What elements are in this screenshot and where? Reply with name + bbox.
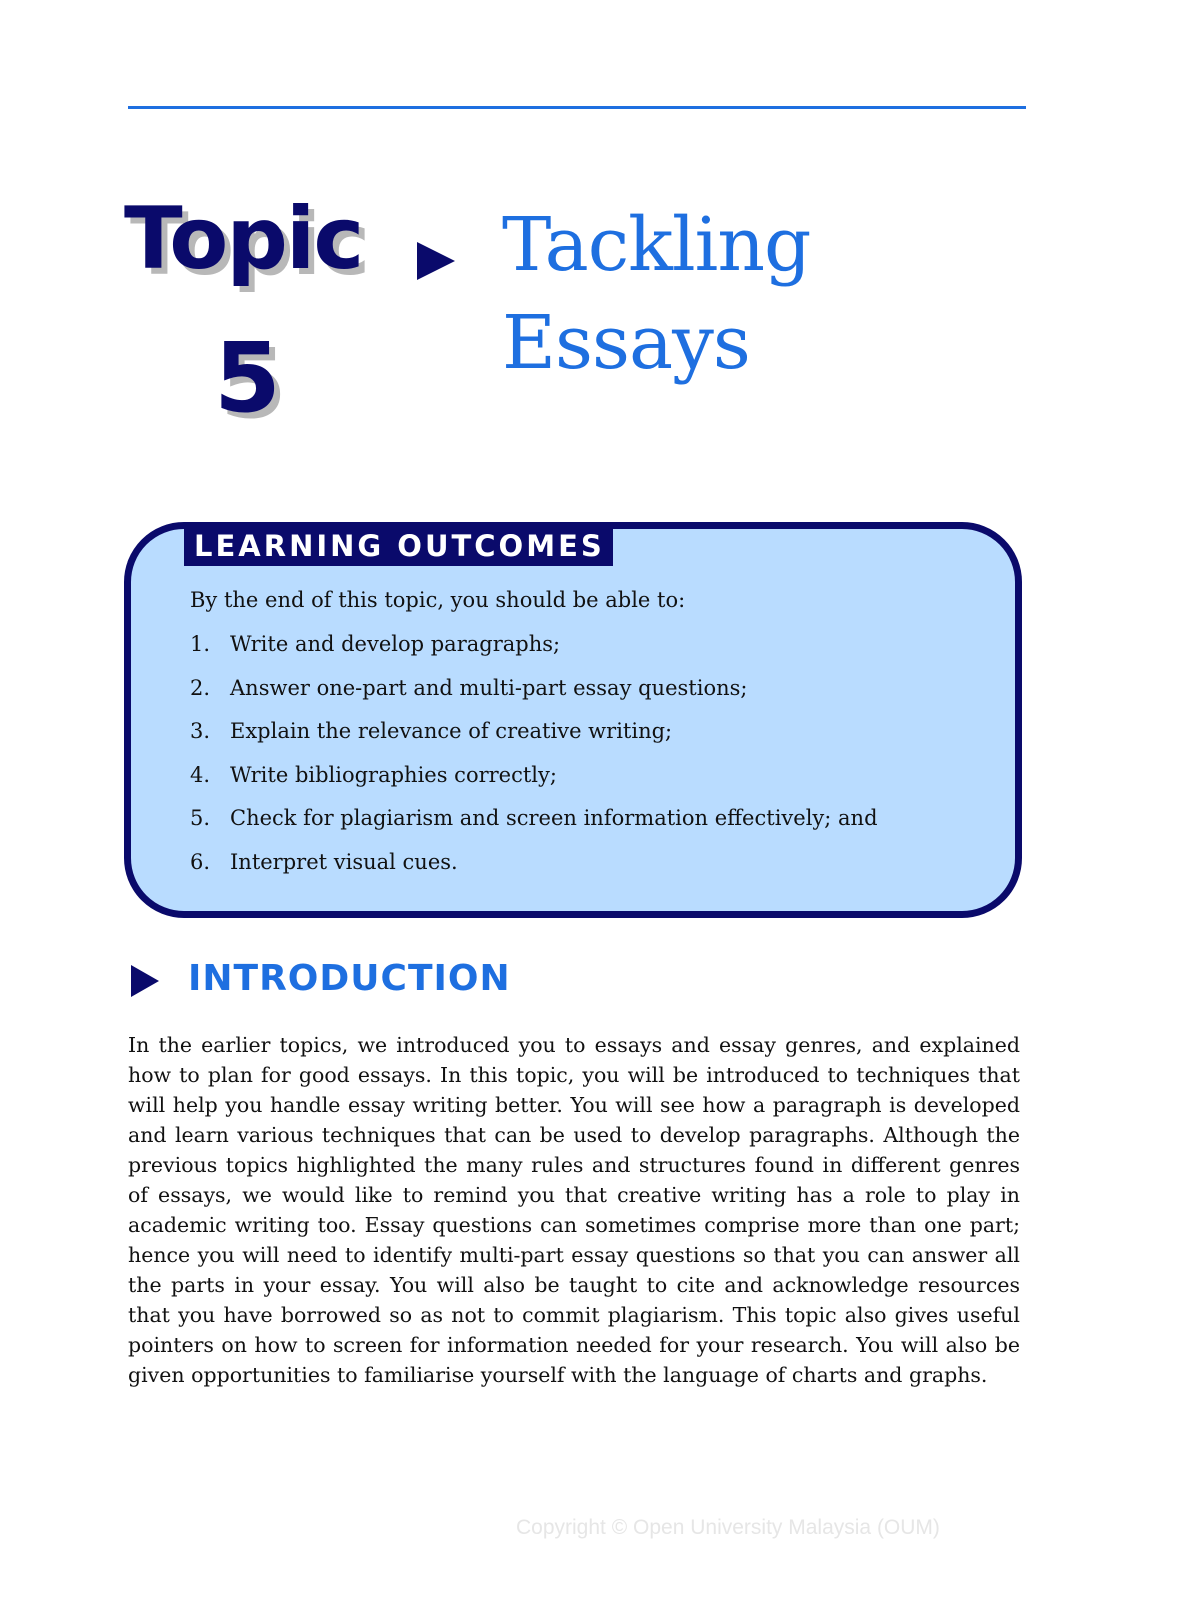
list-item bbox=[190, 676, 878, 720]
introduction-heading: INTRODUCTION bbox=[188, 958, 511, 999]
introduction-paragraph: In the earlier topics, we introduced you to essays and essay genres, and explained how to plan for good essays. In this topic, you will be introduced to techniques that will help you handle essay writing better. You will see how a paragraph is developed and learn various techniques that can be used to develop paragraphs. Although the previous topics highlighted the many rules and structures found in different genres of essays, we would like to remind you that creative writing has a role to play in academic writing too. Essay questions can sometimes comprise more than one part; hence you will need to identify multi-part essay questions so that you can answer all the parts in your essay. You will also be taught to cite and acknowledge resources that you have borrowed so as not to commit plagiarism. This topic also gives useful pointers on how to screen for information needed for your research. You will also be given opportunities to familiarise yourself with the language of charts and graphs. bbox=[128, 1033, 1020, 1387]
topic-title-line-1: Tackling bbox=[502, 202, 811, 288]
play-arrow-icon bbox=[417, 242, 455, 280]
list-item bbox=[190, 719, 878, 763]
list-item bbox=[190, 763, 878, 807]
list-item bbox=[190, 632, 878, 676]
topic-word: Topic bbox=[124, 189, 363, 289]
list-item-number: 5. bbox=[190, 806, 211, 830]
list-item-number: 3. bbox=[190, 719, 211, 743]
top-rule bbox=[128, 106, 1026, 109]
list-item-text: Write and develop paragraphs; bbox=[230, 632, 561, 656]
list-item-number: 2. bbox=[190, 675, 211, 700]
play-arrow-icon bbox=[131, 965, 159, 997]
list-item-text: Answer one-part and multi-part essay questions; bbox=[230, 675, 748, 700]
topic-number: 5 bbox=[214, 322, 281, 434]
list-item-text: Explain the relevance of creative writing; bbox=[230, 719, 673, 743]
list-item-text: Interpret visual cues. bbox=[230, 849, 458, 874]
list-item-number: 6. bbox=[190, 849, 211, 874]
list-item-number: 4. bbox=[190, 762, 211, 787]
list-item-number: 1. bbox=[190, 632, 211, 656]
list-item-text: Write bibliographies correctly; bbox=[230, 762, 557, 787]
list-item bbox=[190, 850, 878, 894]
learning-outcomes-intro: By the end of this topic, you should be able to: bbox=[190, 588, 686, 612]
learning-outcomes-label: LEARNING OUTCOMES bbox=[184, 526, 613, 566]
learning-outcomes-list bbox=[190, 632, 878, 893]
list-item bbox=[190, 806, 878, 850]
copyright-watermark: Copyright © Open University Malaysia (OUM) bbox=[516, 1516, 940, 1539]
list-item-text: Check for plagiarism and screen information effectively; and bbox=[230, 806, 878, 830]
topic-title-line-2: Essays bbox=[502, 300, 750, 386]
